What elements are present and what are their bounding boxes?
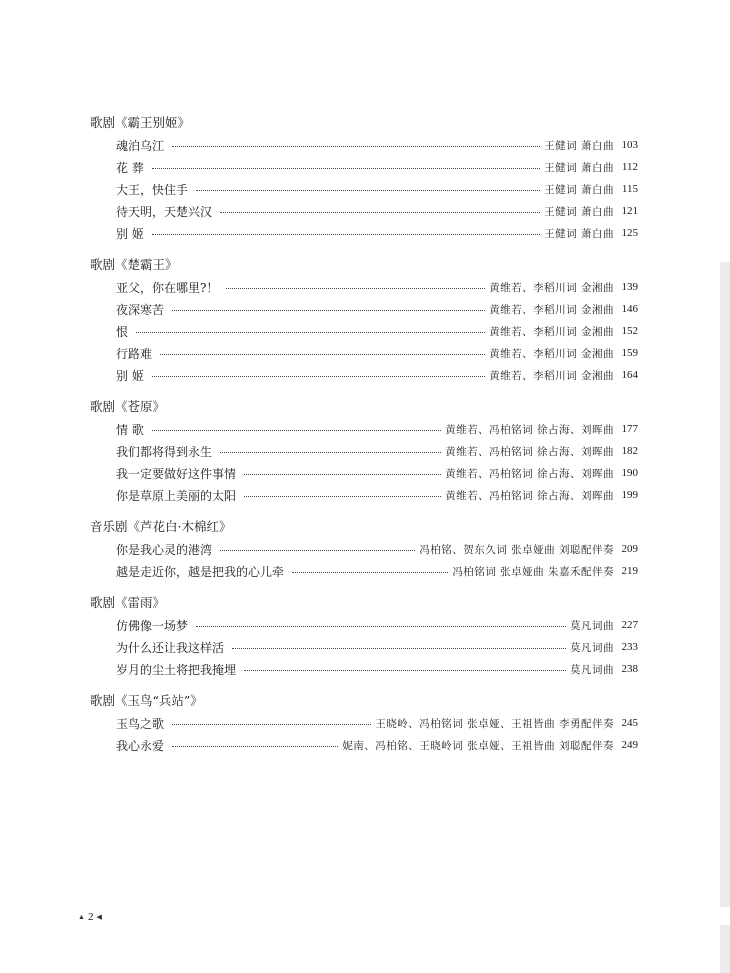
entry-page-number: 164 — [621, 369, 638, 381]
dot-leader — [196, 190, 540, 191]
entry-title: 别 姬 — [116, 368, 144, 383]
entry-credits: 黄维若、冯柏铭词 徐占海、刘晖曲 — [445, 467, 614, 480]
entry-credits: 黄维若、冯柏铭词 徐占海、刘晖曲 — [445, 489, 614, 502]
entry-credits: 王健词 萧白曲 — [544, 227, 614, 240]
toc-entry[interactable] — [90, 636, 638, 658]
section-title: 音乐剧《芦花白·木棉红》 — [90, 519, 232, 534]
entry-credits: 黄维若、李稻川词 金湘曲 — [489, 347, 614, 360]
toc-section — [90, 690, 638, 756]
toc-entry[interactable] — [90, 734, 638, 756]
entry-title: 情 歌 — [116, 422, 144, 437]
entry-page-number: 139 — [621, 281, 638, 293]
entry-title: 亚父，你在哪里?！ — [116, 280, 219, 295]
entry-credits: 黄维若、冯柏铭词 徐占海、刘晖曲 — [445, 445, 614, 458]
entry-page-number: 249 — [621, 739, 638, 751]
entry-credits: 王健词 萧白曲 — [544, 139, 614, 152]
dot-leader — [172, 310, 485, 311]
entry-title: 花 葬 — [116, 160, 144, 175]
toc-entry[interactable] — [90, 156, 638, 178]
section-title: 歌剧《楚霸王》 — [90, 257, 178, 272]
toc-entry[interactable] — [90, 320, 638, 342]
dot-leader — [160, 354, 485, 355]
toc-entry[interactable] — [90, 712, 638, 734]
dot-leader — [244, 474, 441, 475]
section-gap — [90, 582, 638, 592]
dot-leader — [220, 550, 415, 551]
entry-credits: 黄维若、李稻川词 金湘曲 — [489, 325, 614, 338]
entry-title: 行路难 — [116, 346, 153, 361]
entry-title: 夜深寒苦 — [116, 302, 165, 317]
entry-title: 别 姬 — [116, 226, 144, 241]
entry-title: 仿佛像一场梦 — [116, 618, 189, 633]
entry-credits: 黄维若、李稻川词 金湘曲 — [489, 281, 614, 294]
entry-title: 我一定要做好这件事情 — [116, 466, 237, 481]
entry-page-number: 146 — [621, 303, 638, 315]
entry-credits: 王晓岭、冯柏铭词 张卓娅、王祖皆曲 李勇配伴奏 — [375, 717, 614, 730]
entry-page-number: 233 — [621, 641, 638, 653]
dot-leader — [226, 288, 485, 289]
entry-title: 岁月的尘土将把我掩埋 — [116, 662, 237, 677]
toc-section — [90, 112, 638, 244]
toc-entry[interactable] — [90, 560, 638, 582]
entry-credits: 黄维若、李稻川词 金湘曲 — [489, 303, 614, 316]
dot-leader — [152, 168, 540, 169]
entry-page-number: 219 — [621, 565, 638, 577]
dot-leader — [172, 146, 540, 147]
toc-entry[interactable] — [90, 276, 638, 298]
entry-title: 你是我心灵的港湾 — [116, 542, 213, 557]
entry-title: 恨 — [116, 324, 129, 339]
entry-title: 大王，快住手 — [116, 182, 189, 197]
toc-entry[interactable] — [90, 298, 638, 320]
dot-leader — [244, 496, 441, 497]
entry-page-number: 177 — [621, 423, 638, 435]
dot-leader — [220, 452, 441, 453]
dot-leader — [292, 572, 448, 573]
toc-entry[interactable] — [90, 614, 638, 636]
entry-page-number: 245 — [621, 717, 638, 729]
scrollbar-track-lower[interactable] — [720, 925, 730, 973]
entry-credits: 黄维若、冯柏铭词 徐占海、刘晖曲 — [445, 423, 614, 436]
entry-page-number: 121 — [621, 205, 638, 217]
entry-title: 你是草原上美丽的太阳 — [116, 488, 237, 503]
toc-section — [90, 592, 638, 680]
entry-page-number: 112 — [621, 161, 638, 173]
footer-left-triangle-icon: ▲ — [78, 913, 85, 921]
entry-title: 玉鸟之歌 — [116, 716, 165, 731]
section-gap — [90, 506, 638, 516]
entry-page-number: 152 — [621, 325, 638, 337]
entry-title: 越是走近你，越是把我的心儿牵 — [116, 564, 285, 579]
entry-credits: 冯柏铭词 张卓娅曲 朱嘉禾配伴奏 — [452, 565, 614, 578]
toc-section — [90, 254, 638, 386]
section-gap — [90, 386, 638, 396]
entry-page-number: 103 — [621, 139, 638, 151]
dot-leader — [172, 746, 338, 747]
page-number: 2 — [87, 911, 94, 923]
dot-leader — [172, 724, 371, 725]
dot-leader — [152, 234, 540, 235]
entry-credits: 莫凡词曲 — [570, 619, 614, 632]
footer-right-triangle-icon: ◀ — [96, 913, 102, 921]
toc-entry[interactable] — [90, 342, 638, 364]
entry-credits: 王健词 萧白曲 — [544, 183, 614, 196]
entry-credits: 王健词 萧白曲 — [544, 205, 614, 218]
entry-title: 我心永爱 — [116, 738, 165, 753]
entry-page-number: 209 — [621, 543, 638, 555]
entry-title: 魂泊乌江 — [116, 138, 165, 153]
entry-page-number: 159 — [621, 347, 638, 359]
entry-page-number: 199 — [621, 489, 638, 501]
entry-credits: 王健词 萧白曲 — [544, 161, 614, 174]
table-of-contents — [90, 112, 638, 756]
dot-leader — [244, 670, 566, 671]
entry-credits: 黄维若、李稻川词 金湘曲 — [489, 369, 614, 382]
entry-page-number: 190 — [621, 467, 638, 479]
dot-leader — [220, 212, 540, 213]
toc-entry[interactable] — [90, 178, 638, 200]
toc-entry[interactable] — [90, 440, 638, 462]
entry-credits: 莫凡词曲 — [570, 641, 614, 654]
toc-entry[interactable] — [90, 134, 638, 156]
dot-leader — [152, 376, 485, 377]
entry-page-number: 182 — [621, 445, 638, 457]
entry-credits: 冯柏铭、贺东久词 张卓娅曲 刘聪配伴奏 — [419, 543, 614, 556]
toc-entry[interactable] — [90, 200, 638, 222]
toc-entry[interactable] — [90, 658, 638, 680]
section-title: 歌剧《霸王别姬》 — [90, 115, 191, 130]
entry-credits: 妮南、冯柏铭、王晓岭词 张卓娅、王祖皆曲 刘聪配伴奏 — [342, 739, 614, 752]
section-gap — [90, 244, 638, 254]
toc-entry[interactable] — [90, 484, 638, 506]
entry-page-number: 227 — [621, 619, 638, 631]
entry-title: 我们都将得到永生 — [116, 444, 213, 459]
entry-title: 为什么还让我这样活 — [116, 640, 225, 655]
toc-section — [90, 516, 638, 582]
dot-leader — [136, 332, 485, 333]
dot-leader — [232, 648, 566, 649]
dot-leader — [152, 430, 441, 431]
page-footer — [78, 911, 102, 923]
entry-page-number: 125 — [621, 227, 638, 239]
toc-section — [90, 396, 638, 506]
toc-entry[interactable] — [90, 462, 638, 484]
section-title: 歌剧《玉鸟“兵站”》 — [90, 693, 203, 708]
toc-entry[interactable] — [90, 222, 638, 244]
toc-entry[interactable] — [90, 538, 638, 560]
scrollbar-track[interactable] — [720, 262, 730, 907]
section-title: 歌剧《苍原》 — [90, 399, 166, 414]
toc-entry[interactable] — [90, 418, 638, 440]
entry-credits: 莫凡词曲 — [570, 663, 614, 676]
entry-page-number: 238 — [621, 663, 638, 675]
section-gap — [90, 680, 638, 690]
section-title: 歌剧《雷雨》 — [90, 595, 166, 610]
entry-title: 待天明，天楚兴汉 — [116, 204, 213, 219]
toc-entry[interactable] — [90, 364, 638, 386]
dot-leader — [196, 626, 566, 627]
entry-page-number: 115 — [621, 183, 638, 195]
